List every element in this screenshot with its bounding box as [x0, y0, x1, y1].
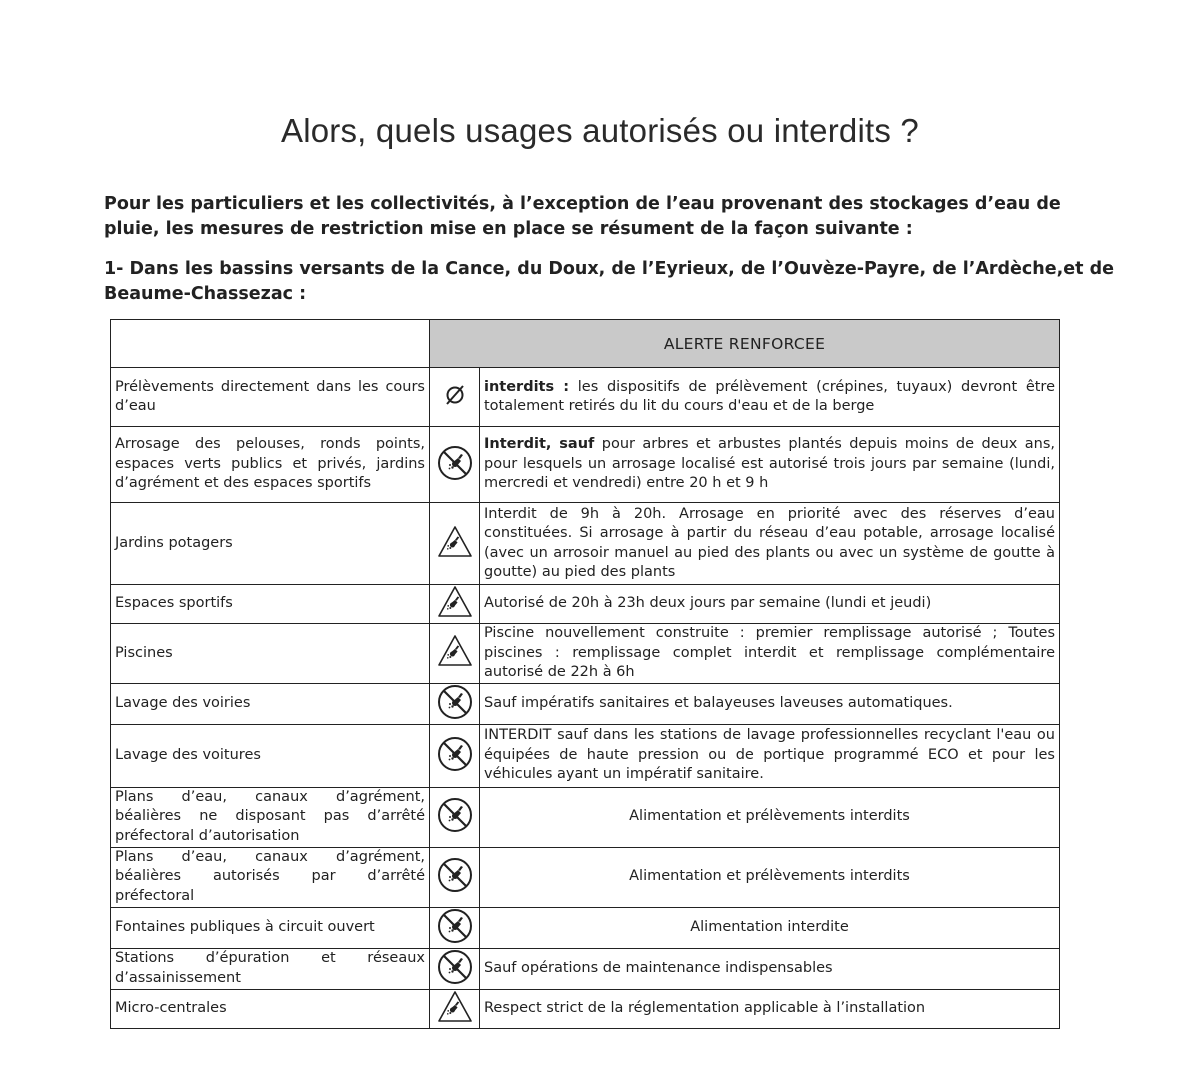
status-icon-cell — [430, 847, 480, 907]
warning-watering-icon — [437, 585, 473, 623]
rule-text: Alimentation et prélèvements interdits — [629, 868, 910, 885]
status-icon-cell — [430, 368, 480, 427]
table-row — [111, 787, 1060, 847]
warning-watering-icon — [437, 634, 473, 672]
table-row — [111, 724, 1060, 787]
table-row — [111, 368, 1060, 427]
rule-cell — [480, 427, 1060, 503]
rule-cell — [480, 724, 1060, 787]
prohibited-watering-icon — [437, 908, 473, 948]
usage-cell: Micro-centrales — [111, 989, 430, 1028]
usage-cell: Espaces sportifs — [111, 585, 430, 624]
status-icon-cell — [430, 989, 480, 1028]
rule-text: Piscine nouvellement construite : premier remplissage autorisé ; Toutes piscines : remplissage complet interdit et remplissage complémentaire autorisé de 22h à 6h — [484, 625, 1055, 680]
rule-text: Interdit de 9h à 20h. Arrosage en priorité avec des réserves d’eau constituées. Si arrosage à partir du réseau d’eau potable, arrosage localisé (avec un arrosoir manuel au pied des plants ou avec un système de goutte à goutte) au pied des plants — [484, 505, 1055, 580]
usage-cell: Lavage des voiries — [111, 683, 430, 724]
usage-cell: Fontaines publiques à circuit ouvert — [111, 907, 430, 948]
table-row — [111, 948, 1060, 989]
rule-text: Sauf opérations de maintenance indispensables — [484, 959, 833, 976]
warning-watering-icon — [437, 525, 473, 563]
empty-set-icon — [442, 382, 468, 412]
rule-text: Sauf impératifs sanitaires et balayeuses laveuses automatiques. — [484, 694, 953, 711]
rule-cell — [480, 989, 1060, 1028]
table-header-row — [111, 320, 1060, 368]
rule-cell — [480, 948, 1060, 989]
usage-cell: Lavage des voitures — [111, 724, 430, 787]
rule-status-label: interdits : — [484, 378, 570, 395]
status-icon-cell — [430, 907, 480, 948]
table-row — [111, 503, 1060, 585]
usage-cell: Plans d’eau, canaux d’agrément, béalières autorisés par d’arrêté préfectoral — [111, 847, 430, 907]
rule-cell — [480, 585, 1060, 624]
rule-cell — [480, 787, 1060, 847]
usage-cell: Plans d’eau, canaux d’agrément, béalières ne disposant pas d’arrêté préfectoral d’autorisation — [111, 787, 430, 847]
prohibited-watering-icon — [437, 949, 473, 989]
rule-cell — [480, 907, 1060, 948]
table-row — [111, 989, 1060, 1028]
rule-cell — [480, 847, 1060, 907]
prohibited-watering-icon — [437, 736, 473, 776]
status-icon-cell — [430, 948, 480, 989]
status-icon-cell — [430, 624, 480, 684]
header-empty-cell — [111, 320, 430, 368]
intro-paragraph: Pour les particuliers et les collectivités, à l’exception de l’eau provenant des stockages d’eau de pluie, les mesures de restriction mise en place se résument de la façon suivante : — [104, 194, 1061, 239]
rule-text: pour arbres et arbustes plantés depuis moins de deux ans, pour lesquels un arrosage localisé est autorisé trois jours par semaine (lundi, mercredi et vendredi) entre 20 h et 9 h — [484, 436, 1055, 492]
usage-cell: Piscines — [111, 624, 430, 684]
alert-level-header: ALERTE RENFORCEE — [430, 320, 1060, 368]
rule-cell — [480, 503, 1060, 585]
status-icon-cell — [430, 683, 480, 724]
warning-watering-icon — [437, 990, 473, 1028]
rule-text: Autorisé de 20h à 23h deux jours par semaine (lundi et jeudi) — [484, 595, 932, 612]
status-icon-cell — [430, 427, 480, 503]
rule-cell — [480, 368, 1060, 427]
rule-status-label: Interdit, sauf — [484, 436, 595, 453]
status-icon-cell — [430, 787, 480, 847]
prohibited-watering-icon — [437, 797, 473, 837]
status-icon-cell — [430, 585, 480, 624]
status-icon-cell — [430, 724, 480, 787]
rule-cell — [480, 683, 1060, 724]
table-row — [111, 427, 1060, 503]
prohibited-watering-icon — [437, 684, 473, 724]
table-row — [111, 624, 1060, 684]
rule-text: INTERDIT sauf dans les stations de lavage professionnelles recyclant l'eau ou équipées de haute pression ou de portique programmé ECO et pour les véhicules ayant un impératif sanitaire. — [484, 727, 1055, 783]
section-heading: 1- Dans les bassins versants de la Cance, du Doux, de l’Eyrieux, de l’Ouvèze-Payre, de l’Ardèche,et de Beaume-Chassezac : — [104, 259, 1115, 304]
rule-text: Alimentation interdite — [690, 918, 849, 935]
usage-cell: Jardins potagers — [111, 503, 430, 585]
table-row — [111, 907, 1060, 948]
rule-text: Respect strict de la réglementation applicable à l’installation — [484, 999, 926, 1016]
page-title: Alors, quels usages autorisés ou interdits ? — [281, 112, 919, 149]
table-row — [111, 683, 1060, 724]
restrictions-table — [110, 319, 1060, 1029]
usage-cell: Stations d’épuration et réseaux d’assainissement — [111, 948, 430, 989]
table-row — [111, 585, 1060, 624]
status-icon-cell — [430, 503, 480, 585]
prohibited-watering-icon — [437, 857, 473, 897]
rule-cell — [480, 624, 1060, 684]
usage-cell: Prélèvements directement dans les cours d’eau — [111, 368, 430, 427]
rule-text: Alimentation et prélèvements interdits — [629, 808, 910, 825]
rule-text: les dispositifs de prélèvement (crépines, tuyaux) devront être totalement retirés du lit du cours d'eau et de la berge — [484, 378, 1055, 414]
usage-cell: Arrosage des pelouses, ronds points, espaces verts publics et privés, jardins d’agrément et des espaces sportifs — [111, 427, 430, 503]
prohibited-watering-icon — [437, 445, 473, 485]
table-row — [111, 847, 1060, 907]
